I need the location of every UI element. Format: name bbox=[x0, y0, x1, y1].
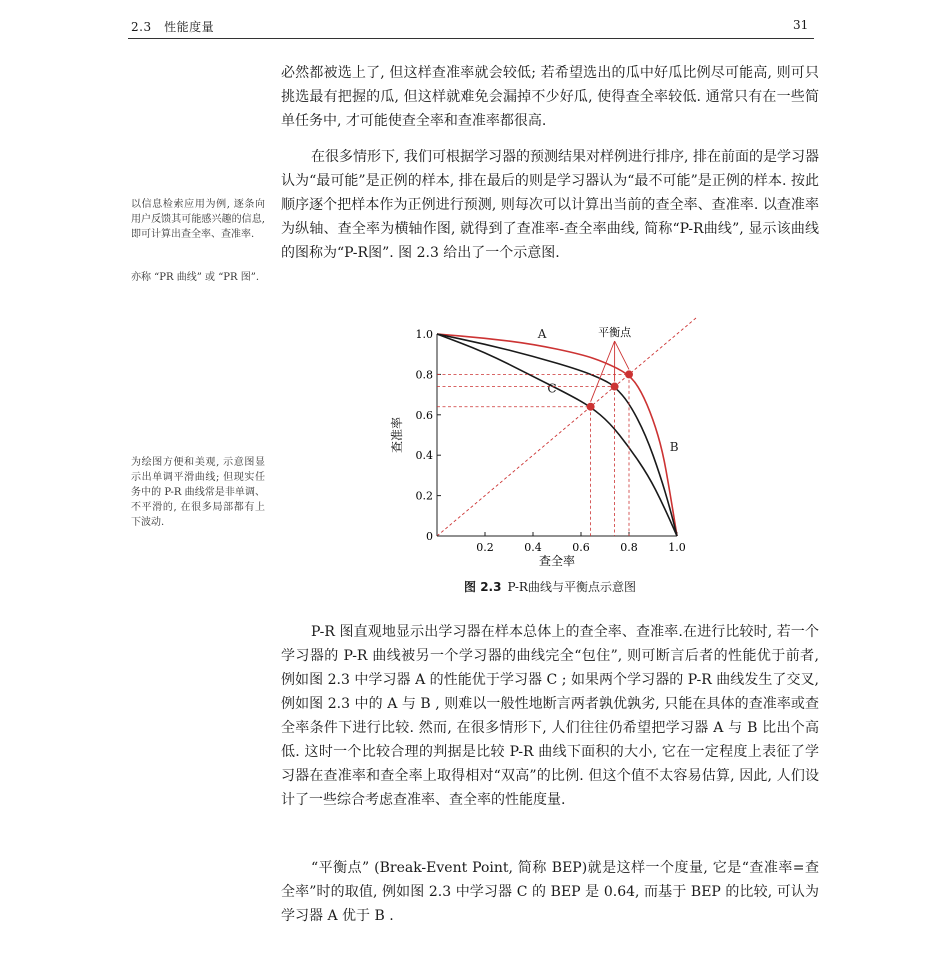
figure-caption-text: P-R曲线与平衡点示意图 bbox=[507, 580, 636, 594]
x-tick-label: 0.4 bbox=[524, 541, 542, 554]
annotation-arrow bbox=[615, 341, 629, 369]
annotation-arrow bbox=[591, 341, 615, 402]
y-tick-label: 0.2 bbox=[415, 489, 433, 503]
page-number: 31 bbox=[793, 18, 809, 32]
x-tick-label: 0.2 bbox=[476, 541, 494, 554]
x-tick-label: 0.8 bbox=[620, 541, 638, 554]
y-axis-label: 查准率 bbox=[390, 416, 404, 454]
x-tick-label: 1.0 bbox=[668, 541, 686, 554]
y-tick-label: 1.0 bbox=[415, 328, 433, 341]
break-even-point-a bbox=[625, 370, 633, 378]
figure-label: 图 2.3 bbox=[464, 580, 502, 594]
y-tick-label: 0 bbox=[426, 530, 433, 543]
curve-label-c: C bbox=[547, 381, 557, 396]
pr-chart bbox=[380, 318, 700, 573]
sidenote-pr-curve: 亦称 “PR 曲线” 或 “PR 图”. bbox=[131, 272, 260, 283]
paragraph-2: 在很多情形下, 我们可根据学习器的预测结果对样例进行排序, 排在前面的是学习器认为“最可能”是正例的样本, 排在最后的则是学习器认为“最不可能”是正例的样本. 按此顺序逐个把样本作为正例进行预测, 则每次可以计算出当前的查全率、查准率. 以查准率为纵轴、查全率为横轴作图, 就得到了查准率-查全率曲线, 简称“P-R曲线”, 显示该曲线的图称为“P-R图”. 图 2.3 给出了一个示意图. bbox=[281, 149, 819, 261]
x-tick-label: 0.6 bbox=[572, 541, 590, 554]
x-axis-label: 查全率 bbox=[538, 554, 576, 568]
sidenote-smooth-curve: 为绘图方便和美观, 示意图显示出单调平滑曲线; 但现实任务中的 P-R 曲线常是非单调、不平滑的, 在很多局部都有上下波动. bbox=[131, 457, 265, 528]
pr-curve-figure bbox=[380, 318, 700, 573]
annotation-break-even: 平衡点 bbox=[598, 326, 632, 340]
curve-label-b: B bbox=[669, 440, 679, 455]
sidenote-info-retrieval: 以信息检索应用为例, 逐条向用户反馈其可能感兴趣的信息, 即可计算出查全率、查准率. bbox=[131, 199, 265, 240]
paragraph-3: P-R 图直观地显示出学习器在样本总体上的查全率、查准率.在进行比较时, 若一个学习器的 P-R 曲线被另一个学习器的曲线完全“包住”, 则可断言后者的性能优于前者, 例如图 2.3 中学习器 A 的性能优于学习器 C ; 如果两个学习器的 P-R 曲线发生了交叉, 例如图 2.3 中的 A 与 B , 则难以一般性地断言两者孰优孰劣, 只能在具体的查准率或查全率条件下进行比较. 然而, 在很多情形下, 人们往往仍希望把学习器 A 与 B 比出个高低. 这时一个比较合理的判据是比较 P-R 曲线下面积的大小, 它在一定程度上表征了学习器在查准率和查全率上取得相对“双高”的比例. 但这个值不太容易估算, 因此, 人们设计了一些综合考虑查准率、查全率的性能度量. bbox=[281, 624, 819, 808]
header-rule bbox=[128, 38, 814, 39]
curve-label-a: A bbox=[537, 327, 547, 341]
break-even-point-b bbox=[611, 383, 619, 391]
running-header-section: 2.3 性能度量 bbox=[131, 20, 215, 34]
break-even-point-c bbox=[587, 403, 595, 411]
paragraph-4: “平衡点” (Break-Event Point, 简称 BEP)就是这样一个度量, 它是“查准率=查全率”时的取值, 例如图 2.3 中学习器 C 的 BEP 是 0.64, 而基于 BEP 的比较, 可认为学习器 A 优于 B . bbox=[281, 860, 819, 924]
figure-caption bbox=[281, 578, 819, 595]
y-tick-label: 0.8 bbox=[415, 368, 433, 382]
y-tick-label: 0.6 bbox=[415, 408, 433, 422]
paragraph-1: 必然都被选上了, 但这样查准率就会较低; 若希望选出的瓜中好瓜比例尽可能高, 则可只挑选最有把握的瓜, 但这样就难免会漏掉不少好瓜, 使得查全率较低. 通常只有在一些简单任务中, 才可能使查全率和查准率都很高. bbox=[281, 65, 819, 129]
y-tick-label: 0.4 bbox=[415, 449, 433, 463]
